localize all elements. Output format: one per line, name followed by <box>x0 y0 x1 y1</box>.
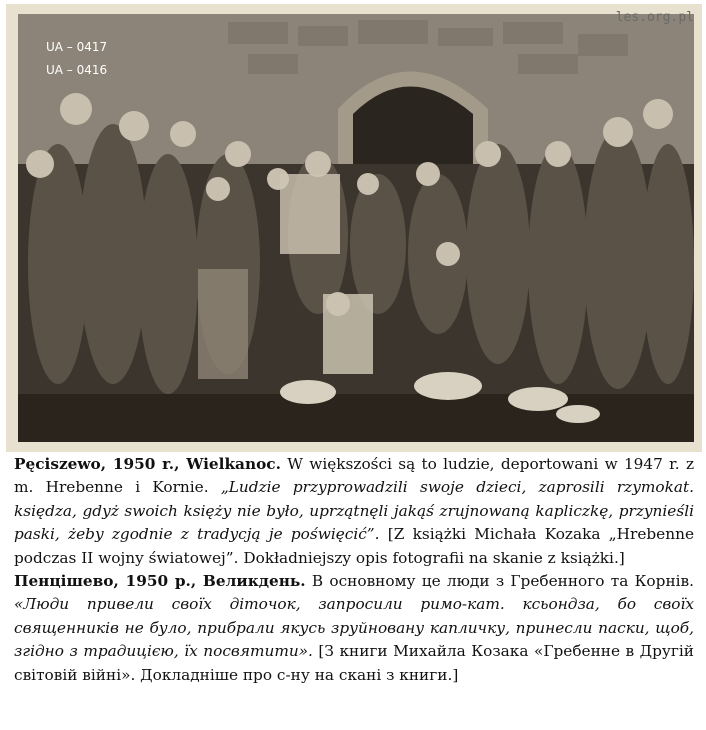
caption-ukrainian <box>14 570 694 687</box>
archive-code-0417: UA – 0417 <box>46 40 108 54</box>
caption-polish <box>14 453 694 570</box>
caption-ukrainian-heading: Пенцішево, 1950 р., Великдень. <box>14 572 306 591</box>
caption-ukrainian-intro: В основному це люди з Гребенного та Корнів. <box>305 572 695 591</box>
caption-ukrainian-quote: «Люди привели своїх діточок, запросили римо-кат. ксьондза, бо своїх священників не було, прибрали якусь зруйновану капличку, принесли паски, щоб, згідно з традицією, їх посвятити». <box>14 595 694 661</box>
caption-polish-quote: „Ludzie przyprowadzili swoje dzieci, zaprosili rzymokat. księdza, gdyż swoich księży nie było, uprzątnęli jakąś zrujnowaną kapliczkę, przynieśli paski, żeby zgodnie z tradycją je poświęcić”. <box>14 478 694 544</box>
caption <box>14 453 694 687</box>
caption-polish-intro: W większości są to ludzie, deportowani w 1947 r. z m. Hrebenne i Kornie. <box>14 455 694 497</box>
photo-illustration <box>18 14 694 442</box>
caption-polish-heading: Pęciszewo, 1950 r., Wielkanoc. <box>14 455 281 473</box>
caption-ukrainian-source: [З книги Михайла Козака «Гребенне в Другій світовій війні». Докладніше про с-ну на скані з книги.] <box>14 642 694 684</box>
photo-frame <box>6 4 702 452</box>
site-watermark: les.org.pl <box>615 10 694 25</box>
caption-polish-source: [Z książki Michała Kozaka „Hrebenne podczas II wojny światowej”. Dokładniejszy opis fotografii na skanie z książki.] <box>14 525 694 567</box>
archive-code-0416: UA – 0416 <box>46 63 108 77</box>
historical-photo <box>18 14 694 442</box>
